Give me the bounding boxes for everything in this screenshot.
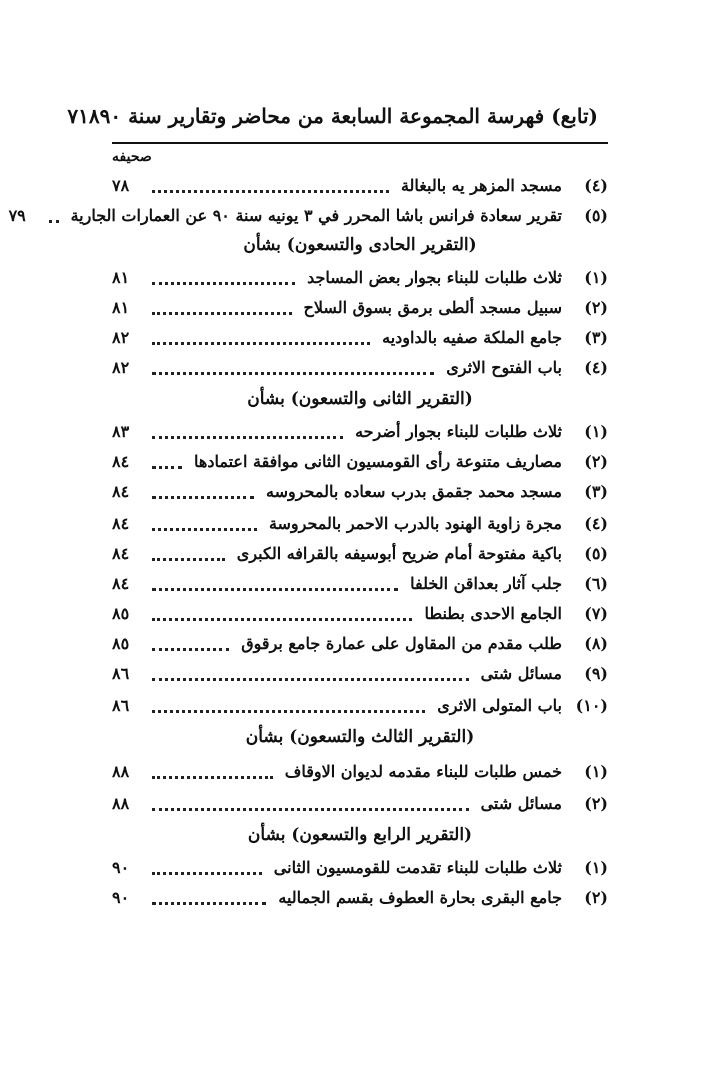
entry-number: (٢) [584, 887, 608, 907]
entry-page-number: ٨٨ [112, 793, 130, 813]
index-entry [112, 882, 608, 912]
entry-text: ثلاث طلبات للبناء بجوار بعض المساجد [307, 267, 562, 287]
index-entry [112, 658, 608, 688]
entry-text: باكية مفتوحة أمام ضريح أبوسيفه بالقرافه الكبرى [236, 543, 562, 563]
dot-leader [152, 496, 254, 499]
entry-number: (٢) [584, 297, 608, 317]
entry-text: سبيل مسجد ألطى برمق بسوق السلاح [303, 297, 562, 317]
index-entry [112, 628, 608, 658]
index-entry [112, 170, 608, 200]
entry-page-number: ٨٢ [112, 357, 130, 377]
page-column-heading: صحيفه [112, 149, 152, 165]
dot-leader [152, 372, 434, 375]
entry-page-number: ٨٦ [112, 663, 130, 683]
entry-text: ثلاث طلبات للبناء بجوار أضرحه [355, 421, 562, 441]
index-entry [112, 292, 608, 322]
dot-leader [152, 902, 266, 905]
section-heading: (التقرير الثالث والتسعون) بشأن [245, 727, 475, 747]
dot-leader [152, 678, 469, 681]
entry-page-number: ٨٥ [112, 603, 130, 623]
entry-number: (١) [584, 857, 608, 877]
entry-number: (٢) [584, 793, 608, 813]
entry-page-number: ٧٨ [112, 175, 130, 195]
index-entry [112, 262, 608, 292]
dot-leader [152, 710, 425, 713]
dot-leader [152, 558, 225, 561]
dot-leader [152, 776, 273, 779]
entry-page-number: ٨٤ [112, 451, 130, 471]
page-title: (تابع) فهرسة المجموعة السابعة من محاضر وتقارير سنة ١٨٩٠ [78, 104, 598, 128]
entry-text: مسائل شتى [480, 793, 562, 813]
index-entry [112, 598, 608, 628]
entry-page-number: ٨٢ [112, 327, 130, 347]
entry-text: خمس طلبات للبناء مقدمه لديوان الاوقاف [284, 761, 562, 781]
entry-number: (٤) [584, 357, 608, 377]
entry-page-number: ٩٠ [112, 857, 130, 877]
index-entry [112, 788, 608, 818]
section-heading: (التقرير الرابع والتسعون) بشأن [247, 825, 473, 845]
dot-leader [152, 648, 229, 651]
entry-number: (٣) [584, 327, 608, 347]
index-entry [112, 568, 608, 598]
dot-leader [152, 312, 292, 315]
entry-page-number: ٨٣ [112, 421, 130, 441]
entry-number: (٤) [584, 175, 608, 195]
entry-text: مصاريف متنوعة رأى القومسيون الثانى موافقة اعتمادها [194, 451, 562, 471]
entry-number: (٧) [584, 603, 608, 623]
entry-number: (٣) [584, 481, 608, 501]
entry-number: (٤) [584, 513, 608, 533]
index-entry [8, 200, 608, 230]
entry-number: (١) [584, 761, 608, 781]
section-heading: (التقرير الثانى والتسعون) بشأن [247, 389, 473, 409]
entry-text: جامع الملكة صفيه بالداوديه [382, 327, 562, 347]
dot-leader [49, 220, 59, 223]
entry-text: باب المتولى الاثرى [437, 695, 562, 715]
dot-leader [152, 588, 398, 591]
index-entry [112, 538, 608, 568]
entry-text: مسائل شتى [480, 663, 562, 683]
index-entry [112, 756, 608, 786]
entry-text: طلب مقدم من المقاول على عمارة جامع برقوق [241, 633, 562, 653]
entry-number: (١) [584, 267, 608, 287]
dot-leader [152, 618, 412, 621]
dot-leader [152, 190, 389, 193]
entry-text: جلب آثار بعداقن الخلفا [410, 573, 562, 593]
index-entry [112, 446, 608, 476]
dot-leader [152, 342, 370, 345]
entry-text: ثلاث طلبات للبناء تقدمت للقومسيون الثانى [273, 857, 562, 877]
entry-text: مسجد المزهر يه بالبغالة [400, 175, 562, 195]
entry-page-number: ٨٦ [112, 695, 130, 715]
dot-leader [152, 436, 343, 439]
dot-leader [152, 466, 182, 469]
dot-leader [152, 282, 295, 285]
dot-leader [152, 528, 257, 531]
entry-number: (٦) [584, 573, 608, 593]
entry-page-number: ٨٨ [112, 761, 130, 781]
entry-number: (٩) [584, 663, 608, 683]
entry-text: الجامع الاحدى بطنطا [424, 603, 562, 623]
entry-number: (٥) [584, 543, 608, 563]
entry-page-number: ٨٤ [112, 513, 130, 533]
index-entry [112, 690, 608, 720]
entry-number: (١٠) [575, 695, 608, 715]
entry-text: جامع البقرى بحارة العطوف بقسم الجماليه [278, 887, 562, 907]
entry-text: باب الفتوح الاثرى [446, 357, 562, 377]
index-entry [112, 852, 608, 882]
dot-leader [152, 872, 262, 875]
entry-number: (٥) [584, 205, 608, 225]
index-entry [112, 476, 608, 506]
entry-number: (٨) [584, 633, 608, 653]
entry-text: تقرير سعادة فرانس باشا المحرر في ٣ يونيه سنة ٩٠ عن العمارات الجارية [70, 205, 562, 225]
entry-page-number: ٨١ [112, 267, 130, 287]
entry-page-number: ٩٠ [112, 887, 130, 907]
index-entry [112, 416, 608, 446]
entry-page-number: ٨١ [112, 297, 130, 317]
page-number: ٧ [67, 104, 79, 128]
entry-page-number: ٨٤ [112, 543, 130, 563]
index-entry [112, 508, 608, 538]
entry-text: مجرة زاوية الهنود بالدرب الاحمر بالمحروسة [268, 513, 562, 533]
dot-leader [152, 808, 469, 811]
entry-page-number: ٨٤ [112, 481, 130, 501]
entry-number: (١) [584, 421, 608, 441]
entry-number: (٢) [584, 451, 608, 471]
entry-page-number: ٨٥ [112, 633, 130, 653]
index-entry [112, 352, 608, 382]
entry-text: مسجد محمد جقمق بدرب سعاده بالمحروسه [265, 481, 562, 501]
section-heading: (التقرير الحادى والتسعون) بشأن [243, 235, 477, 255]
index-entry [112, 322, 608, 352]
entry-page-number: ٧٩ [8, 205, 26, 225]
entry-page-number: ٨٤ [112, 573, 130, 593]
